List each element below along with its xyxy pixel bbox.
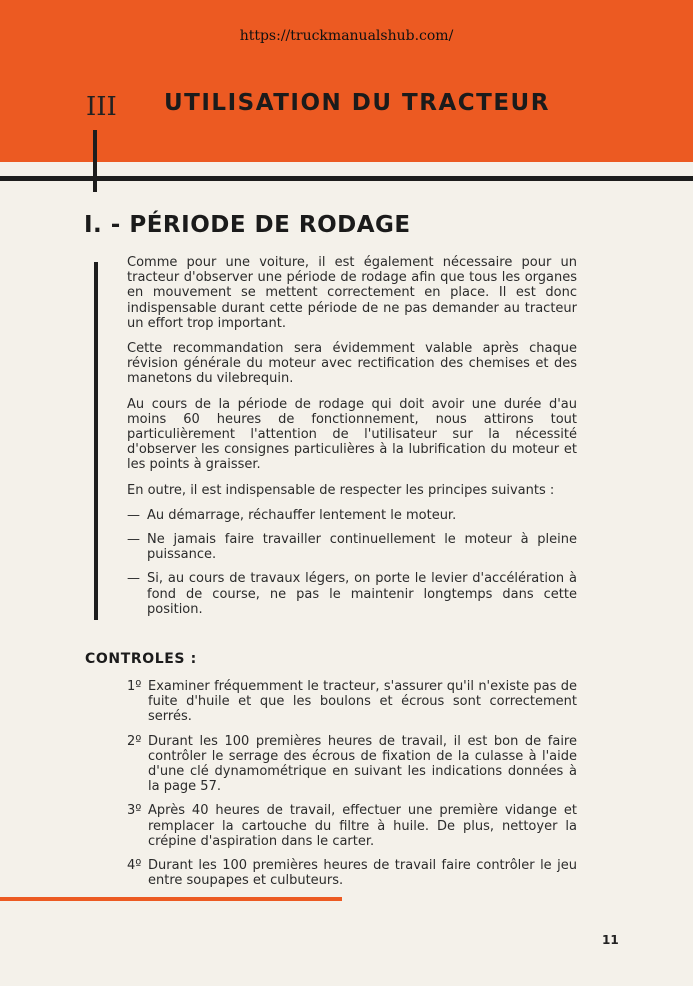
chapter-title: UTILISATION DU TRACTEUR bbox=[164, 90, 550, 116]
item-number: 1º bbox=[127, 679, 142, 694]
chapter-number: III bbox=[86, 92, 117, 122]
list-item-text: Au démarrage, réchauffer lentement le moteur. bbox=[147, 507, 457, 523]
item-text: Durant les 100 premières heures de travail, il est bon de faire contrôler le serrage des écrous de fixation de la culasse à l'aide d'une clé dynamométrique en suivant les indications données à la page 57. bbox=[148, 733, 577, 795]
item-number: 3º bbox=[127, 803, 142, 819]
item-text: Durant les 100 premières heures de travail faire contrôler le jeu entre soupapes et culbuteurs. bbox=[148, 858, 577, 889]
source-url[interactable]: https://truckmanualshub.com/ bbox=[239, 28, 454, 44]
paragraph: Cette recommandation sera évidemment valable après chaque révision générale du moteur avec rectification des chemises et des manetons du vilebrequin. bbox=[127, 341, 577, 387]
list-item-text: Ne jamais faire travailler continuellement le moteur à pleine puissance. bbox=[147, 532, 577, 563]
numbered-item bbox=[127, 803, 577, 849]
item-number: 2º bbox=[127, 733, 142, 749]
numbered-item bbox=[127, 734, 577, 795]
list-item-text: Si, au cours de travaux légers, on porte le levier d'accélération à fond de course, ne pas le maintenir longtemps dans cette position. bbox=[147, 571, 577, 617]
list-item bbox=[127, 571, 577, 617]
list-item bbox=[127, 508, 577, 523]
list-item bbox=[127, 532, 577, 562]
dash-marker: — bbox=[127, 532, 140, 548]
numbered-item bbox=[127, 679, 577, 725]
controls-heading: CONTROLES : bbox=[85, 651, 197, 667]
item-text: Examiner fréquemment le tracteur, s'assurer qu'il n'existe pas de fuite d'huile et que les boulons et écrous sont correctement serrés. bbox=[148, 679, 577, 725]
controls-list bbox=[127, 679, 577, 897]
chapter-divider-vertical bbox=[93, 130, 97, 192]
section-margin-bar bbox=[94, 262, 98, 620]
dash-marker: — bbox=[127, 571, 140, 587]
paragraph: Comme pour une voiture, il est également nécessaire pour un tracteur d'observer une période de rodage afin que tous les organes en mouvement se mettent correctement en place. Il est donc indispensable durant cette période de ne pas demander au tracteur un effort trop important. bbox=[127, 255, 577, 331]
chapter-divider-horizontal bbox=[0, 176, 693, 181]
chapter-banner bbox=[0, 0, 693, 162]
page-number: 11 bbox=[602, 933, 619, 947]
item-number: 4º bbox=[127, 858, 142, 874]
paragraph: Au cours de la période de rodage qui doit avoir une durée d'au moins 60 heures de fonctionnement, nous attirons tout particulièrement l'attention de l'utilisateur sur la nécessité d'observer les consignes particulières à la lubrification du moteur et les points à graisser. bbox=[127, 396, 577, 473]
footer-rule bbox=[0, 897, 342, 901]
dash-marker: — bbox=[127, 507, 140, 523]
paragraph: En outre, il est indispensable de respecter les principes suivants : bbox=[127, 482, 555, 498]
numbered-item bbox=[127, 858, 577, 888]
section-body bbox=[127, 255, 577, 626]
item-text: Après 40 heures de travail, effectuer une première vidange et remplacer la cartouche du filtre à huile. De plus, nettoyer la crépine d'aspiration dans le carter. bbox=[148, 803, 577, 849]
section-title: I. - PÉRIODE DE RODAGE bbox=[84, 212, 411, 238]
